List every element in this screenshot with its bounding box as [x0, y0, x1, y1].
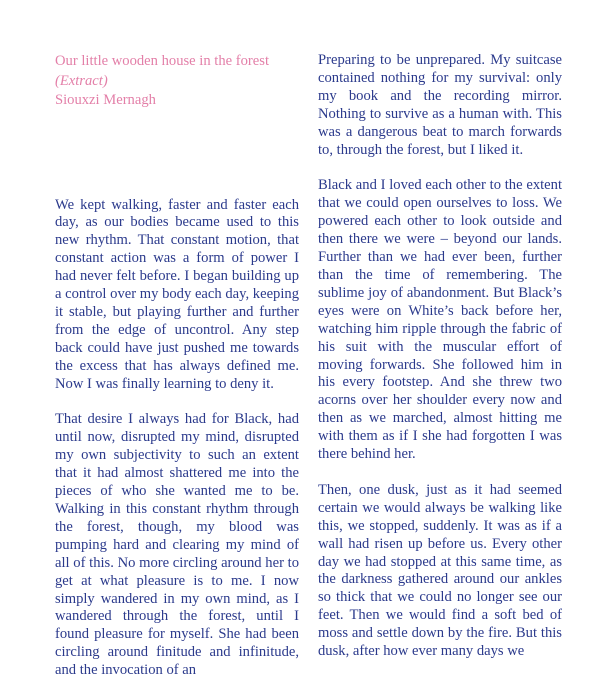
body-paragraph: That desire I always had for Black, had until now, disrupted my mind, disrupted my own subjectivity to such an extent that it had almost shattered me into the pieces of who she wanted me to be. Walking in this constant rhythm through the forest, though, my blood was pumping hard and clearing my mind of all of this. No more circling around her to get at what pleasure is to me. I now simply wandered in my own mind, as I wandered through the forest, until I found pleasure for myself. She had been circling around finitude and infinitude, and the invocation of an	[55, 411, 299, 679]
right-column	[318, 52, 562, 679]
article-header	[55, 52, 299, 111]
article-title: Our little wooden house in the forest	[55, 53, 269, 69]
body-paragraph: Black and I loved each other to the extent that we could open ourselves to loss. We powered each other to look outside and then there we were – beyond our lands. Further than we had ever been, further than the time of remembering. The sublime joy of abandonment. But Black’s eyes were on White’s back before her, watching him ripple through the fabric of his suit with the muscular effort of moving forwards. She followed him in his every footstep. And she threw two acorns over her shoulder every now and then as we marched, almost hitting me with them as if I she had forgotten I was there behind her.	[318, 177, 562, 463]
left-column	[55, 52, 299, 698]
body-paragraph: We kept walking, faster and faster each day, as our bodies became used to this new rhythm. That constant motion, that constant action was a form of power I had never felt before. I began building up a control over my body each day, keeping it stable, but playing further and further from the edge of uncontrol. Any step back could have just pushed me towards the excess that has always defined me. Now I was finally learning to deny it.	[55, 196, 299, 392]
body-paragraph: Then, one dusk, just as it had seemed certain we would always be walking like this, we stopped, suddenly. It was as if a wall had risen up before us. Every other day we had stopped at this same time, as the darkness gathered around our ankles so thick that we could no longer see our feet. Then we would find a soft bed of moss and settle down by the fire. But this dusk, after how ever many days we	[318, 481, 562, 660]
left-column-body	[55, 197, 299, 681]
body-paragraph: Preparing to be unprepared. My suitcase contained nothing for my survival: only my book and the recording mirror. Nothing to survive as a human with. This was a dangerous beat to march forwards to, through the forest, but I liked it.	[318, 52, 562, 158]
article-subtitle: (Extract)	[55, 72, 108, 89]
article-author: Siouxzi Mernagh	[55, 92, 156, 108]
